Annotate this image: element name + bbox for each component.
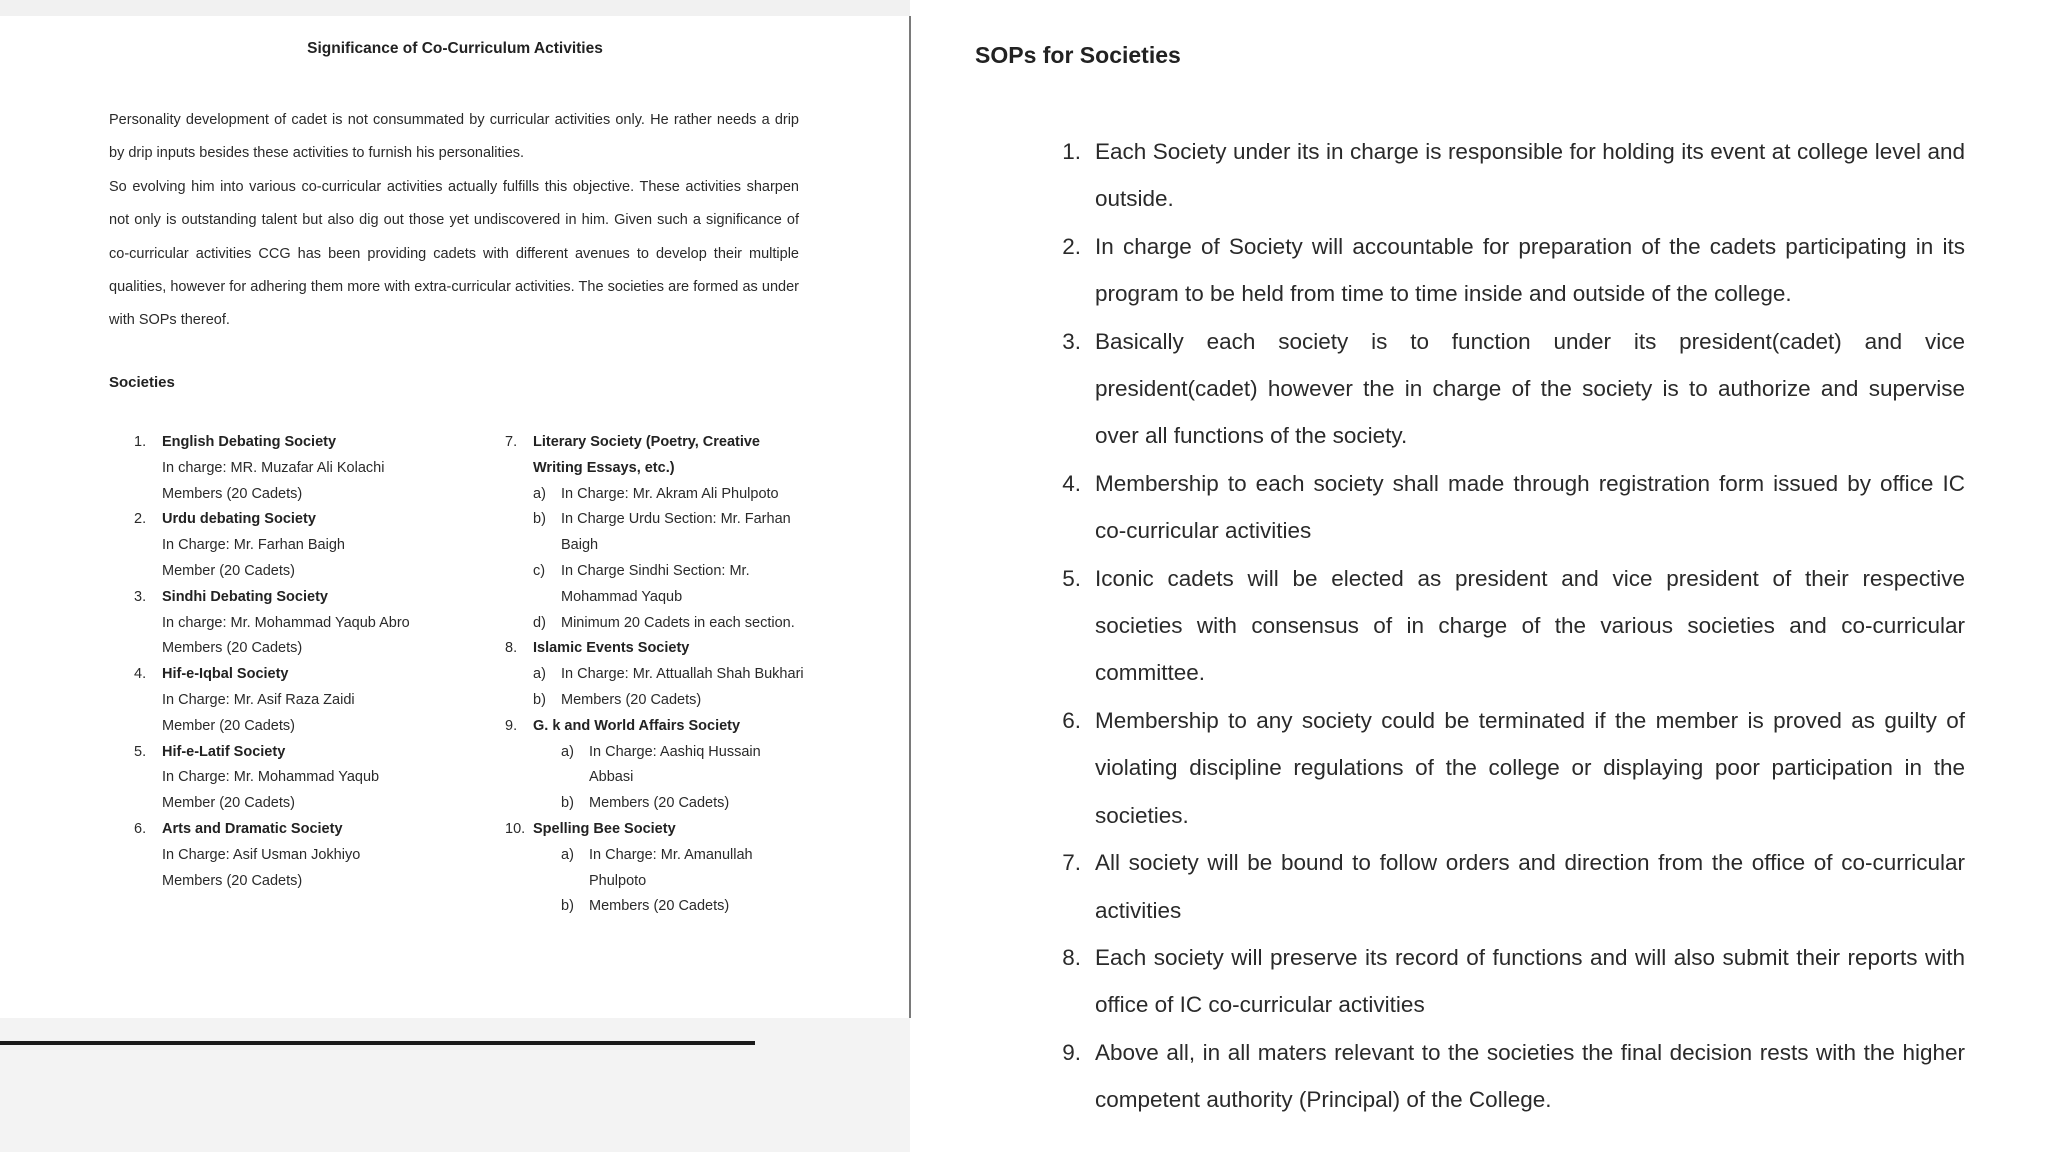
society-body — [533, 636, 805, 713]
sop-item — [1050, 839, 1965, 934]
sop-text: Basically each society is to function under its president(cadet) and vice president(cadet) however the in charge of the society is to authorize and supervise over all functions of the society. — [1095, 328, 1965, 449]
society-body — [533, 430, 805, 636]
sub-item-letter: a) — [561, 846, 574, 863]
sub-item-text: In Charge: Mr. Akram Ali Phulpoto — [561, 485, 779, 502]
society-detail: Members (20 Cadets) — [162, 485, 303, 502]
society-body — [162, 740, 464, 817]
sop-text: Iconic cadets will be elected as president and vice president of their respective societies with consensus of in charge of the various societies and co-curricular committee. — [1095, 565, 1965, 686]
sub-item-letter: b) — [533, 511, 546, 528]
left-page-bottom-area — [0, 1018, 910, 1152]
intro-paragraph-2: So evolving him into various co-curricular activities actually fulfills this objective. These activities sharpen not only is outstanding talent but also dig out those yet undiscovered in him. Given such a significance of co-curricular activities CCG has been providing cadets with different avenues to develop their multiple qualities, however for adhering them more with extra-curricular activities. The societies are formed as under with SOPs thereof. — [109, 178, 799, 329]
society-name: G. k and World Affairs Society — [533, 717, 741, 734]
sop-item — [1050, 460, 1965, 555]
society-sub-item — [533, 688, 805, 714]
society-detail: In charge: MR. Muzafar Ali Kolachi — [162, 459, 385, 476]
sub-item-text: In Charge: Mr. Attuallah Shah Bukhari — [561, 666, 804, 683]
sop-number: 3. — [1062, 328, 1081, 354]
society-number: 1. — [134, 434, 147, 450]
society-detail: In Charge: Mr. Asif Raza Zaidi — [162, 691, 355, 708]
society-detail: Members (20 Cadets) — [162, 640, 303, 657]
society-detail: Member (20 Cadets) — [162, 795, 295, 812]
society-detail: In Charge: Asif Usman Jokhiyo — [162, 846, 361, 863]
society-sub-item — [533, 482, 805, 508]
bottom-rule — [0, 1041, 755, 1045]
sub-item-text: Minimum 20 Cadets in each section. — [561, 614, 795, 631]
society-detail: Members (20 Cadets) — [162, 872, 303, 889]
sops-title: SOPs for Societies — [975, 42, 1181, 68]
society-detail: Member (20 Cadets) — [162, 562, 295, 579]
society-item — [134, 585, 464, 662]
sop-number: 8. — [1062, 944, 1081, 970]
society-number: 10. — [505, 820, 526, 837]
societies-heading: Societies — [109, 374, 175, 391]
top-margin-band — [0, 0, 910, 16]
society-number: 6. — [134, 820, 147, 837]
society-item — [134, 817, 464, 894]
sub-item-letter: b) — [561, 795, 574, 812]
society-name: Literary Society (Poetry, Creative Writing Essays, etc.) — [533, 434, 760, 476]
society-detail: In Charge: Mr. Mohammad Yaqub — [162, 769, 380, 786]
sub-item-letter: a) — [533, 485, 546, 502]
sop-text: Each Society under its in charge is responsible for holding its event at college level and outside. — [1095, 139, 1965, 212]
society-body — [162, 430, 464, 507]
sub-item-letter: a) — [561, 743, 574, 760]
sops-list — [1050, 128, 1965, 1124]
society-number: 2. — [134, 511, 147, 528]
society-detail: Member (20 Cadets) — [162, 717, 295, 734]
sop-text: Membership to any society could be terminated if the member is proved as guilty of violating discipline regulations of the college or displaying poor participation in the societies. — [1095, 707, 1965, 828]
sop-item — [1050, 555, 1965, 697]
sop-item — [1050, 1029, 1965, 1124]
sop-number: 1. — [1062, 139, 1081, 164]
sop-text: In charge of Society will accountable for preparation of the cadets participating in its program to be held from time to time inside and outside of the college. — [1095, 233, 1965, 307]
society-body — [533, 817, 805, 920]
society-item — [505, 714, 805, 817]
sop-number: 9. — [1062, 1039, 1081, 1065]
society-number: 4. — [134, 666, 147, 683]
society-number: 5. — [134, 743, 147, 760]
society-sub-item — [533, 740, 805, 792]
sub-item-text: In Charge Urdu Section: Mr. Farhan Baigh — [561, 511, 791, 554]
sop-number: 7. — [1062, 850, 1081, 876]
society-name: English Debating Society — [162, 434, 337, 450]
society-sub-item — [533, 791, 805, 817]
sop-number: 6. — [1062, 707, 1081, 733]
sub-item-text: In Charge: Aashiq Hussain Abbasi — [589, 743, 761, 786]
societies-list-right — [505, 430, 805, 920]
society-sub-item — [533, 662, 805, 688]
sop-text: Each society will preserve its record of functions and will also submit their reports with office of IC co-curricular activities — [1095, 944, 1965, 1018]
sop-item — [1050, 223, 1965, 318]
sop-text: All society will be bound to follow orders and direction from the office of co-curricular activities — [1095, 850, 1965, 923]
society-body — [162, 662, 464, 739]
society-item — [134, 740, 464, 817]
intro-paragraph-1: Personality development of cadet is not consummated by curricular activities only. He rather needs a drip by drip inputs besides these activities to furnish his personalities. — [109, 112, 799, 162]
society-sub-item — [533, 507, 805, 559]
sub-item-text: Members (20 Cadets) — [589, 795, 730, 812]
sub-item-letter: a) — [533, 666, 546, 683]
sub-item-text: Members (20 Cadets) — [589, 898, 730, 915]
society-item — [505, 636, 805, 713]
society-detail: In charge: Mr. Mohammad Yaqub Abro — [162, 614, 410, 631]
society-number: 9. — [505, 717, 518, 734]
society-item — [134, 507, 464, 584]
sop-text: Membership to each society shall made through registration form issued by office IC co-curricular activities — [1095, 470, 1965, 544]
society-name: Sindhi Debating Society — [162, 588, 328, 605]
society-sub-item — [533, 843, 805, 895]
societies-list-left — [134, 430, 464, 894]
sub-item-letter: b) — [561, 898, 574, 915]
society-name: Urdu debating Society — [162, 511, 316, 528]
society-body — [533, 714, 805, 817]
sub-item-text: In Charge: Mr. Amanullah Phulpoto — [589, 846, 753, 889]
society-sub-item — [533, 894, 805, 920]
society-body — [162, 817, 464, 894]
society-number: 3. — [134, 588, 147, 605]
sop-item — [1050, 128, 1965, 223]
sop-item — [1050, 318, 1965, 460]
sop-number: 5. — [1062, 565, 1081, 591]
society-item — [134, 430, 464, 507]
society-name: Hif-e-Latif Society — [162, 743, 286, 760]
sub-item-letter: c) — [533, 562, 546, 579]
sop-item — [1050, 934, 1965, 1029]
sub-item-text: Members (20 Cadets) — [561, 691, 702, 708]
society-number: 8. — [505, 640, 518, 657]
society-sub-item — [533, 559, 805, 611]
society-item — [505, 817, 805, 920]
sop-text: Above all, in all maters relevant to the societies the final decision rests with the higher competent authority (Principal) of the College. — [1095, 1039, 1965, 1113]
sub-item-letter: d) — [533, 614, 546, 631]
society-item — [505, 430, 805, 636]
society-body — [162, 507, 464, 584]
society-name: Hif-e-Iqbal Society — [162, 666, 289, 683]
society-item — [134, 662, 464, 739]
society-name: Arts and Dramatic Society — [162, 820, 343, 837]
intro-section — [109, 104, 799, 338]
sub-item-text: In Charge Sindhi Section: Mr. Mohammad Yaqub — [561, 562, 750, 605]
page-divider — [909, 16, 911, 1018]
society-name: Islamic Events Society — [533, 640, 690, 657]
document-title: Significance of Co-Curriculum Activities — [307, 40, 603, 57]
society-number: 7. — [505, 434, 518, 450]
sop-number: 2. — [1062, 233, 1081, 259]
society-detail: In Charge: Mr. Farhan Baigh — [162, 537, 345, 554]
society-name: Spelling Bee Society — [533, 820, 676, 837]
sop-item — [1050, 697, 1965, 839]
society-body — [162, 585, 464, 662]
sub-item-letter: b) — [533, 691, 546, 708]
society-sub-item — [533, 611, 805, 637]
sop-number: 4. — [1062, 470, 1081, 496]
